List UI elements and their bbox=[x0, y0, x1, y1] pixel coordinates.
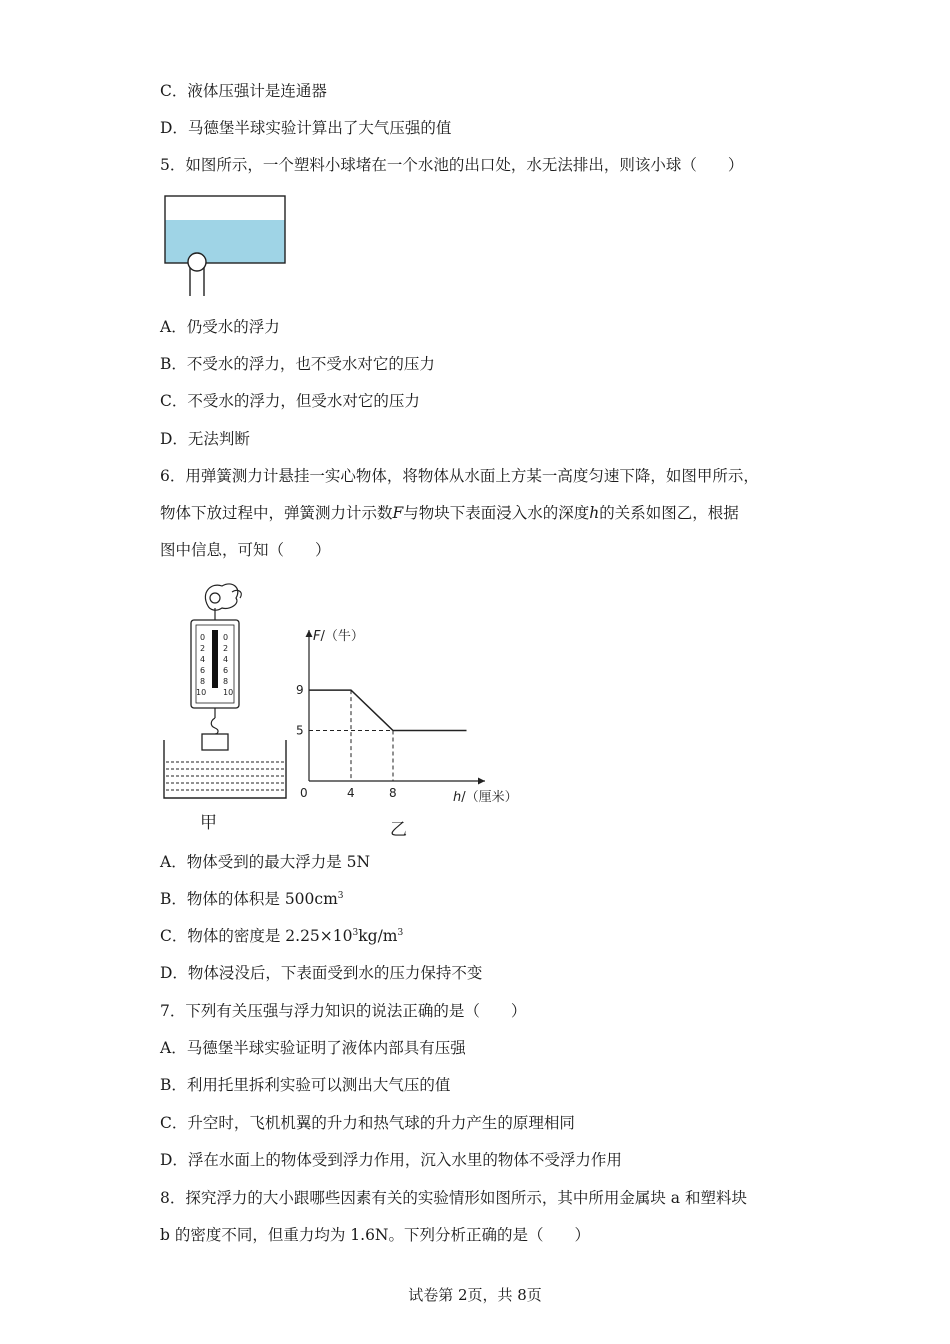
water-dashes bbox=[166, 762, 284, 790]
q6-option-b: B．物体的体积是 $500cm^3$ bbox=[160, 890, 344, 908]
question-7-stem: 7．下列有关压强与浮力知识的说法正确的是（ ） bbox=[160, 1002, 527, 1020]
x-axis-label: h/（厘米） bbox=[453, 790, 518, 805]
scale-tick: 10 bbox=[223, 688, 234, 697]
question-6-stem-line1: 6．用弹簧测力计悬挂一实心物体，将物体从水面上方某一高度匀速下降，如图甲所示， bbox=[160, 467, 759, 485]
q6-option-a: A．物体受到的最大浮力是 5N bbox=[160, 853, 371, 871]
question-8-stem-line1: 8．探究浮力的大小跟哪些因素有关的实验情形如图所示，其中所用金属块 a 和塑料块 bbox=[160, 1189, 747, 1207]
q5-option-b: B．不受水的浮力，也不受水对它的压力 bbox=[160, 355, 435, 373]
page-footer: 试卷第 2页，共 8页 bbox=[408, 1286, 542, 1304]
q5-option-d: D．无法判断 bbox=[160, 430, 250, 448]
option-c-prev: C．液体压强计是连通器 bbox=[160, 82, 327, 100]
q7-option-a: A．马德堡半球实验证明了液体内部具有压强 bbox=[160, 1039, 466, 1057]
scale-tick: 10 bbox=[196, 688, 207, 697]
x-tick-label: 4 bbox=[347, 786, 355, 800]
figure-label-jia: 甲 bbox=[200, 813, 217, 833]
origin-label: 0 bbox=[300, 786, 308, 800]
y-axis-label: F/（牛） bbox=[313, 629, 364, 644]
q7-option-b: B．利用托里拆利实验可以测出大气压的值 bbox=[160, 1076, 451, 1094]
q6-figure-yi bbox=[290, 620, 530, 840]
scale-tick: 2 bbox=[200, 644, 206, 653]
y-tick-label: 5 bbox=[296, 723, 304, 738]
scale-ticks-left bbox=[196, 633, 206, 697]
x-tick-label: 8 bbox=[389, 786, 397, 800]
question-5-stem: 5．如图所示，一个塑料小球堵在一个水池的出口处，水无法排出，则该小球（ ） bbox=[160, 156, 744, 174]
q5-option-c: C．不受水的浮力，但受水对它的压力 bbox=[160, 392, 420, 410]
scale-tick: 0 bbox=[223, 633, 229, 642]
scale-ticks-right bbox=[223, 633, 233, 697]
scale-tick: 2 bbox=[223, 644, 229, 653]
question-6-stem-line2: 物体下放过程中，弹簧测力计示数F与物块下表面浸入水的深度h的关系如图乙，根据 bbox=[160, 504, 739, 522]
scale-tick: 0 bbox=[200, 633, 206, 642]
figure-label-yi: 乙 bbox=[390, 820, 407, 840]
scale-tick: 8 bbox=[223, 677, 229, 686]
scale-tick: 6 bbox=[200, 666, 206, 675]
question-6-stem-line3: 图中信息，可知（ ） bbox=[160, 541, 331, 559]
q7-option-d: D．浮在水面上的物体受到浮力作用，沉入水里的物体不受浮力作用 bbox=[160, 1151, 622, 1169]
scale-tick: 8 bbox=[200, 677, 206, 686]
q6-option-c: C．物体的密度是 $2.25\times 10^3kg/m^3$ bbox=[160, 927, 404, 945]
question-8-stem-line2: b 的密度不同，但重力均为 1.6N。下列分析正确的是（ ） bbox=[160, 1226, 590, 1244]
series-line-f-vs-h bbox=[309, 690, 467, 730]
solid-block bbox=[202, 734, 228, 750]
plastic-ball bbox=[188, 253, 206, 271]
q5-option-a: A．仍受水的浮力 bbox=[160, 318, 280, 336]
q5-pool-figure bbox=[160, 193, 290, 298]
q7-option-c: C．升空时，飞机机翼的升力和热气球的升力产生的原理相同 bbox=[160, 1114, 575, 1132]
scale-tick: 6 bbox=[223, 666, 229, 675]
y-tick-label: 9 bbox=[296, 683, 304, 698]
pool-water bbox=[165, 220, 285, 263]
var-f: F bbox=[392, 504, 404, 522]
scale-tick: 4 bbox=[223, 655, 229, 664]
ring-icon bbox=[210, 593, 220, 603]
graph-marks bbox=[296, 683, 467, 840]
q6-figure-jia bbox=[160, 578, 290, 838]
var-h: h bbox=[589, 504, 600, 522]
scale-tick: 4 bbox=[200, 655, 206, 664]
hook-icon bbox=[211, 718, 218, 734]
spring-indicator bbox=[212, 630, 218, 688]
option-d-prev: D．马德堡半球实验计算出了大气压强的值 bbox=[160, 119, 452, 137]
q6-option-d: D．物体浸没后，下表面受到水的压力保持不变 bbox=[160, 964, 483, 982]
